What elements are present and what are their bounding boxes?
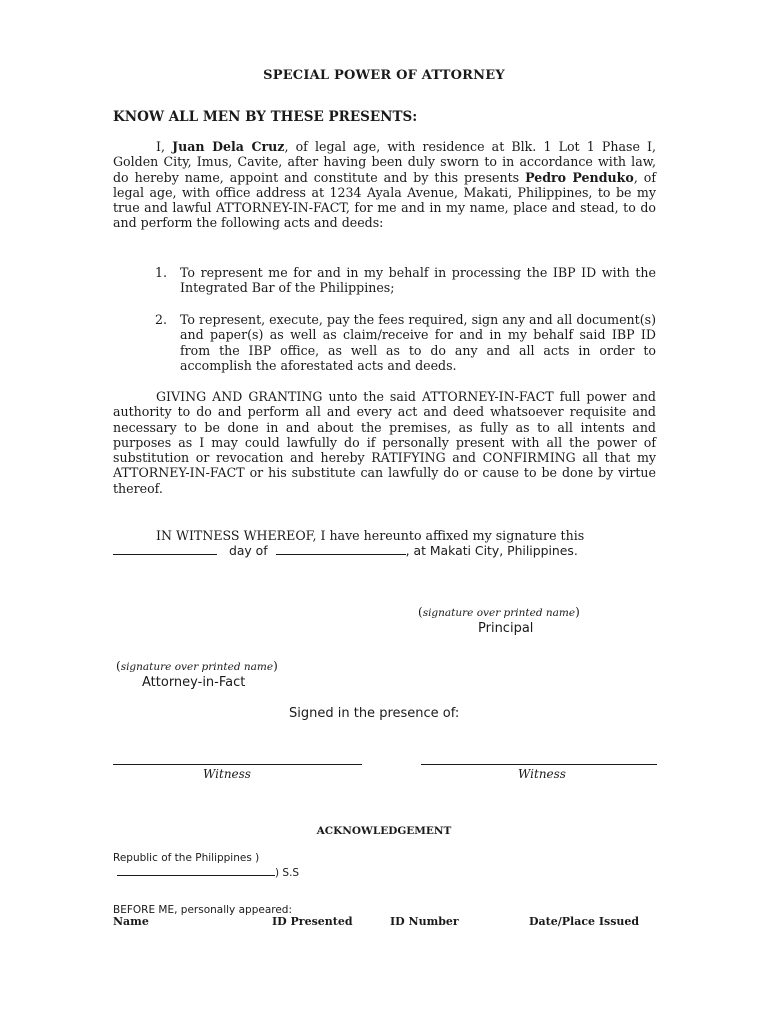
granting-paragraph (113, 389, 656, 496)
intro-pre: I, (156, 139, 173, 154)
witness-whereof-line2 (113, 543, 578, 558)
place-text: , at Makati City, Philippines. (405, 543, 578, 558)
list-text: To represent, execute, pay the fees required, sign any and all document(s) and paper(s) as well as claim/receive for and in my behalf said IBP ID from the IBP office, as well as to do any and all acts in order to accomplish the aforestated acts and deeds. (180, 312, 656, 373)
principal-role: Principal (478, 621, 534, 636)
column-header-name: Name (113, 915, 149, 928)
intro-post: , of legal age, with office address at 1234 Ayala Avenue, Makati, Philippines, to be my true and lawful ATTORNEY-IN-FACT, for me and in my name, place and stead, to do and perform the following acts and deeds: (113, 169, 657, 231)
list-number: 1. (155, 265, 168, 280)
witness-signature-line[interactable] (421, 764, 657, 765)
witness-whereof-paragraph (113, 528, 656, 543)
column-header-id-number: ID Number (390, 915, 459, 928)
ss-line (117, 864, 299, 879)
list-item (155, 265, 656, 296)
day-blank[interactable] (113, 543, 217, 555)
column-header-id-presented: ID Presented (272, 915, 353, 928)
before-me-line: BEFORE ME, personally appeared: (113, 904, 292, 916)
list-item (155, 312, 656, 373)
list-number: 2. (155, 312, 168, 327)
intro-mid: , of legal age, with residence at Blk. 1 Lot 1 Phase I, Golden City, Imus, Cavite, after having been duly sworn to in accordance with law, do hereby name, appoint and constitute and by this presents (113, 139, 657, 185)
acknowledgement-heading: ACKNOWLEDGEMENT (316, 825, 452, 837)
ss-text: ) S.S (275, 867, 300, 879)
document-subtitle: KNOW ALL MEN BY THESE PRESENTS: (113, 109, 418, 125)
witness-caption: Witness (203, 767, 251, 781)
list-text: To represent me for and in my behalf in processing the IBP ID with the Integrated Bar of the Philippines; (180, 265, 656, 296)
witness-caption: Witness (518, 767, 566, 781)
granting-text: GIVING AND GRANTING unto the said ATTORNEY-IN-FACT full power and authority to do and perform all and every act and deed whatsoever requisite and necessary to be done in and about the premises, as fully as to all intents and purposes as I may could lawfully do if personally present with all the power of substitution or revocation and hereby RATIFYING and CONFIRMING all that my ATTORNEY-IN-FACT or his substitute can lawfully do or cause to be done by virtue thereof. (113, 389, 656, 496)
principal-signature-caption: (signature over printed name) (418, 605, 580, 619)
witness-whereof-line1: IN WITNESS WHEREOF, I have hereunto affixed my signature this (156, 528, 585, 543)
republic-line: Republic of the Philippines ) (113, 852, 260, 864)
ss-blank[interactable] (117, 864, 275, 876)
document-title: SPECIAL POWER OF ATTORNEY (263, 68, 505, 83)
signed-presence-text: Signed in the presence of: (289, 706, 460, 721)
attorney-name: Pedro Penduko (525, 169, 634, 185)
principal-name: Juan Dela Cruz (172, 139, 285, 154)
month-blank[interactable] (276, 543, 406, 555)
witness-signature-line[interactable] (113, 764, 362, 765)
attorney-signature-caption: (signature over printed name) (116, 659, 278, 673)
attorney-caption-text: signature over printed name (120, 661, 274, 673)
intro-paragraph (113, 139, 656, 231)
principal-caption-text: signature over printed name (422, 607, 576, 619)
column-header-date-place: Date/Place Issued (529, 915, 640, 928)
day-of-label: day of (228, 543, 268, 558)
attorney-role: Attorney-in-Fact (142, 675, 246, 690)
